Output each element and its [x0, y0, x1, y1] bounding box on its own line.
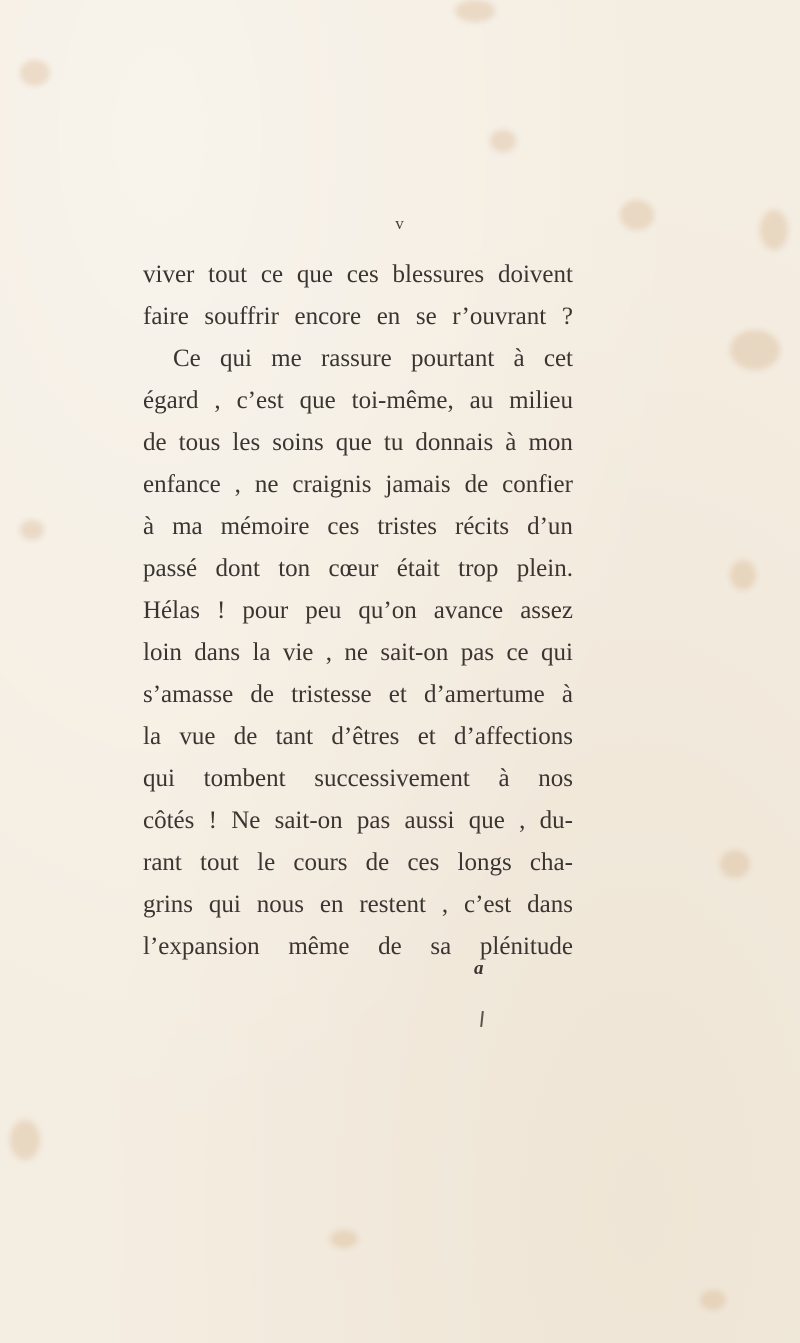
word: ,	[325, 639, 333, 666]
word: cours	[293, 849, 348, 876]
word: tombent	[203, 765, 286, 792]
text-line	[143, 296, 573, 338]
word: dans	[527, 891, 573, 918]
word: de	[143, 429, 167, 456]
word: et	[417, 723, 436, 750]
word: plénitude	[479, 933, 573, 960]
foxing-stain	[10, 1120, 40, 1160]
word: tant	[275, 723, 314, 750]
word: Hélas	[143, 597, 200, 624]
word: dans	[194, 639, 241, 666]
word: ne	[254, 471, 279, 498]
word: la	[252, 639, 271, 666]
word: successivement	[314, 765, 470, 792]
word: à	[505, 429, 517, 456]
word: qui	[143, 765, 175, 792]
word: d’êtres	[331, 723, 400, 750]
word: était	[396, 555, 440, 582]
word: doivent	[497, 261, 573, 288]
word: à	[143, 513, 155, 540]
page-number: v	[395, 214, 405, 233]
word: pas	[356, 807, 391, 834]
word: trop	[458, 555, 499, 582]
word: de	[378, 933, 402, 960]
foxing-stain	[330, 1230, 358, 1248]
word: soins	[272, 429, 324, 456]
word: que	[468, 807, 505, 834]
word: restent	[359, 891, 426, 918]
word: cœur	[328, 555, 379, 582]
word: sait-on	[380, 639, 449, 666]
word: que	[296, 261, 333, 288]
word: ces	[407, 849, 440, 876]
word: ?	[561, 303, 573, 330]
foxing-stain	[20, 520, 44, 540]
word: qu’on	[358, 597, 417, 624]
word: que	[335, 429, 372, 456]
word: s’amasse	[143, 681, 234, 708]
word: !	[208, 807, 217, 834]
word: sait-on	[274, 807, 343, 834]
word: enfance	[143, 471, 221, 498]
word: le	[257, 849, 276, 876]
word: plein.	[516, 555, 573, 582]
word: qui	[220, 345, 252, 372]
word: qui	[208, 891, 241, 918]
foxing-stain	[20, 60, 50, 86]
word: viver	[143, 261, 195, 288]
word: d’amertume	[423, 681, 545, 708]
text-line	[143, 590, 573, 632]
text-line	[143, 422, 573, 464]
word: que	[299, 387, 336, 414]
word: pourtant	[410, 345, 495, 372]
word: d’affections	[454, 723, 573, 750]
word: c’est	[464, 891, 512, 918]
word: à	[498, 765, 510, 792]
foxing-stain	[490, 130, 516, 152]
word: ce	[506, 639, 529, 666]
word: se	[415, 303, 437, 330]
word: nos	[538, 765, 573, 792]
word: récits	[455, 513, 510, 540]
word: ces	[346, 261, 379, 288]
word: pour	[242, 597, 289, 624]
word: ,	[234, 471, 241, 498]
word: de	[233, 723, 258, 750]
signature-mark: a	[474, 958, 484, 979]
text-line	[143, 380, 573, 422]
word: mon	[528, 429, 573, 456]
body-text	[143, 254, 573, 968]
word: vue	[179, 723, 216, 750]
word: même	[288, 933, 350, 960]
word: Ne	[231, 807, 261, 834]
word: tristes	[377, 513, 438, 540]
word: qui	[541, 639, 573, 666]
text-line	[143, 506, 573, 548]
word: souffrir	[204, 303, 279, 330]
word: loin	[143, 639, 182, 666]
word: faire	[143, 303, 189, 330]
text-line	[143, 758, 573, 800]
word: en	[319, 891, 344, 918]
word: du-	[539, 807, 573, 834]
word: de	[250, 681, 274, 708]
word: l’expansion	[143, 933, 260, 960]
foxing-stain	[700, 1290, 726, 1310]
word: milieu	[509, 387, 573, 414]
word: confier	[502, 471, 573, 498]
word: jamais	[385, 471, 451, 498]
word: côtés	[143, 807, 195, 834]
text-line	[143, 254, 573, 296]
word: de	[464, 471, 489, 498]
word: !	[216, 597, 226, 624]
word: nous	[256, 891, 304, 918]
word: tout	[200, 849, 239, 876]
word: ,	[441, 891, 449, 918]
word: tu	[383, 429, 404, 456]
word: la	[143, 723, 162, 750]
word: cet	[543, 345, 573, 372]
word: de	[365, 849, 390, 876]
word: les	[232, 429, 261, 456]
text-line	[143, 338, 573, 380]
word: ton	[278, 555, 311, 582]
word: aussi	[404, 807, 455, 834]
text-line	[143, 926, 573, 968]
word: sa	[430, 933, 452, 960]
foxing-stain	[455, 0, 495, 22]
word: donnais	[415, 429, 494, 456]
word: rassure	[320, 345, 392, 372]
text-line	[143, 842, 573, 884]
word: r’ouvrant	[452, 303, 547, 330]
printer-mark	[480, 1011, 484, 1027]
text-line	[143, 464, 573, 506]
word: ces	[327, 513, 360, 540]
word: pas	[460, 639, 495, 666]
word: au	[469, 387, 494, 414]
word: cha-	[529, 849, 573, 876]
word: à	[561, 681, 573, 708]
word: ne	[344, 639, 368, 666]
word: dont	[215, 555, 260, 582]
word: ,	[214, 387, 221, 414]
word: tristesse	[291, 681, 372, 708]
word: craignis	[292, 471, 372, 498]
word: ma	[172, 513, 203, 540]
word: ,	[519, 807, 526, 834]
text-line	[143, 800, 573, 842]
word: d’un	[527, 513, 573, 540]
word: blessures	[392, 261, 485, 288]
text-line	[143, 674, 573, 716]
text-line	[143, 716, 573, 758]
word: avance	[433, 597, 504, 624]
word: passé	[143, 555, 198, 582]
word: égard	[143, 387, 199, 414]
word: c’est	[236, 387, 284, 414]
word: me	[271, 345, 302, 372]
word: assez	[520, 597, 573, 624]
word: longs	[457, 849, 512, 876]
word: mémoire	[220, 513, 310, 540]
word: tous	[178, 429, 221, 456]
word: à	[513, 345, 525, 372]
word: tout	[208, 261, 248, 288]
text-line	[143, 884, 573, 926]
word: Ce	[173, 345, 201, 372]
foxing-stain	[720, 850, 750, 878]
word: toi-même,	[351, 387, 454, 414]
word: et	[388, 681, 407, 708]
word: vie	[282, 639, 314, 666]
foxing-stain	[730, 330, 780, 370]
word: en	[376, 303, 401, 330]
word: rant	[143, 849, 182, 876]
word: encore	[294, 303, 362, 330]
text-line	[143, 632, 573, 674]
text-line	[143, 548, 573, 590]
word: peu	[305, 597, 342, 624]
word: grins	[143, 891, 193, 918]
foxing-stain	[730, 560, 756, 590]
word: ce	[260, 261, 284, 288]
